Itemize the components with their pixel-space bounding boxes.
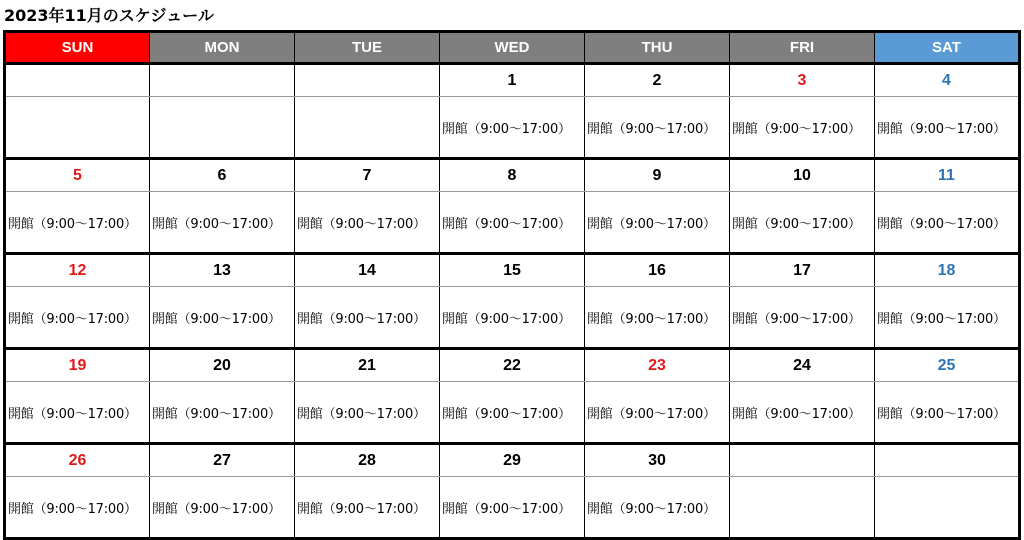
hours-cell: 開館（9:00～17:00） xyxy=(585,287,730,349)
hours-cell: 開館（9:00～17:00） xyxy=(440,477,585,539)
saturday-date-cell: 18 xyxy=(875,254,1020,287)
saturday-date-cell: 25 xyxy=(875,349,1020,382)
header-thu: THU xyxy=(585,32,730,64)
hours-cell: 開館（9:00～17:00） xyxy=(585,192,730,254)
weekday-header-row xyxy=(5,32,1020,64)
date-cell: 22 xyxy=(440,349,585,382)
hours-cell: 開館（9:00～17:00） xyxy=(5,382,150,444)
date-cell xyxy=(295,64,440,97)
week-1-dates xyxy=(5,64,1020,97)
saturday-date-cell: 4 xyxy=(875,64,1020,97)
hours-cell xyxy=(875,477,1020,539)
holiday-date-cell: 23 xyxy=(585,349,730,382)
hours-cell: 開館（9:00～17:00） xyxy=(150,477,295,539)
hours-cell: 開館（9:00～17:00） xyxy=(5,192,150,254)
week-1-hours xyxy=(5,97,1020,159)
week-5-dates xyxy=(5,444,1020,477)
hours-cell: 開館（9:00～17:00） xyxy=(5,477,150,539)
hours-cell: 開館（9:00～17:00） xyxy=(5,287,150,349)
saturday-date-cell xyxy=(875,444,1020,477)
hours-cell: 開館（9:00～17:00） xyxy=(295,477,440,539)
header-fri: FRI xyxy=(730,32,875,64)
hours-cell xyxy=(730,477,875,539)
hours-cell: 開館（9:00～17:00） xyxy=(440,192,585,254)
header-mon: MON xyxy=(150,32,295,64)
hours-cell: 開館（9:00～17:00） xyxy=(440,97,585,159)
date-cell xyxy=(5,64,150,97)
date-cell: 15 xyxy=(440,254,585,287)
holiday-date-cell: 3 xyxy=(730,64,875,97)
hours-cell: 開館（9:00～17:00） xyxy=(440,287,585,349)
sunday-date-cell: 26 xyxy=(5,444,150,477)
hours-cell: 開館（9:00～17:00） xyxy=(730,97,875,159)
date-cell: 14 xyxy=(295,254,440,287)
hours-cell: 開館（9:00～17:00） xyxy=(875,287,1020,349)
schedule-calendar xyxy=(3,30,1021,540)
hours-cell: 開館（9:00～17:00） xyxy=(295,382,440,444)
date-cell xyxy=(730,444,875,477)
sunday-date-cell: 12 xyxy=(5,254,150,287)
hours-cell: 開館（9:00～17:00） xyxy=(295,192,440,254)
date-cell: 27 xyxy=(150,444,295,477)
header-tue: TUE xyxy=(295,32,440,64)
date-cell: 6 xyxy=(150,159,295,192)
date-cell: 1 xyxy=(440,64,585,97)
week-4-hours xyxy=(5,382,1020,444)
date-cell: 21 xyxy=(295,349,440,382)
date-cell: 7 xyxy=(295,159,440,192)
header-sun: SUN xyxy=(5,32,150,64)
header-sat: SAT xyxy=(875,32,1020,64)
date-cell: 8 xyxy=(440,159,585,192)
week-2-hours xyxy=(5,192,1020,254)
week-3-dates xyxy=(5,254,1020,287)
hours-cell xyxy=(5,97,150,159)
hours-cell xyxy=(295,97,440,159)
hours-cell: 開館（9:00～17:00） xyxy=(585,382,730,444)
date-cell: 30 xyxy=(585,444,730,477)
hours-cell xyxy=(150,97,295,159)
hours-cell: 開館（9:00～17:00） xyxy=(875,192,1020,254)
sunday-date-cell: 5 xyxy=(5,159,150,192)
week-4-dates xyxy=(5,349,1020,382)
hours-cell: 開館（9:00～17:00） xyxy=(730,287,875,349)
date-cell: 20 xyxy=(150,349,295,382)
hours-cell: 開館（9:00～17:00） xyxy=(150,287,295,349)
hours-cell: 開館（9:00～17:00） xyxy=(875,382,1020,444)
date-cell: 17 xyxy=(730,254,875,287)
date-cell xyxy=(150,64,295,97)
date-cell: 29 xyxy=(440,444,585,477)
calendar-title: 2023年11月のスケジュール xyxy=(4,6,214,25)
hours-cell: 開館（9:00～17:00） xyxy=(295,287,440,349)
hours-cell: 開館（9:00～17:00） xyxy=(585,477,730,539)
hours-cell: 開館（9:00～17:00） xyxy=(150,382,295,444)
date-cell: 16 xyxy=(585,254,730,287)
hours-cell: 開館（9:00～17:00） xyxy=(730,192,875,254)
date-cell: 24 xyxy=(730,349,875,382)
week-2-dates xyxy=(5,159,1020,192)
date-cell: 13 xyxy=(150,254,295,287)
date-cell: 9 xyxy=(585,159,730,192)
header-wed: WED xyxy=(440,32,585,64)
date-cell: 28 xyxy=(295,444,440,477)
hours-cell: 開館（9:00～17:00） xyxy=(730,382,875,444)
hours-cell: 開館（9:00～17:00） xyxy=(585,97,730,159)
date-cell: 2 xyxy=(585,64,730,97)
date-cell: 10 xyxy=(730,159,875,192)
week-5-hours xyxy=(5,477,1020,539)
hours-cell: 開館（9:00～17:00） xyxy=(150,192,295,254)
hours-cell: 開館（9:00～17:00） xyxy=(440,382,585,444)
saturday-date-cell: 11 xyxy=(875,159,1020,192)
hours-cell: 開館（9:00～17:00） xyxy=(875,97,1020,159)
week-3-hours xyxy=(5,287,1020,349)
sunday-date-cell: 19 xyxy=(5,349,150,382)
